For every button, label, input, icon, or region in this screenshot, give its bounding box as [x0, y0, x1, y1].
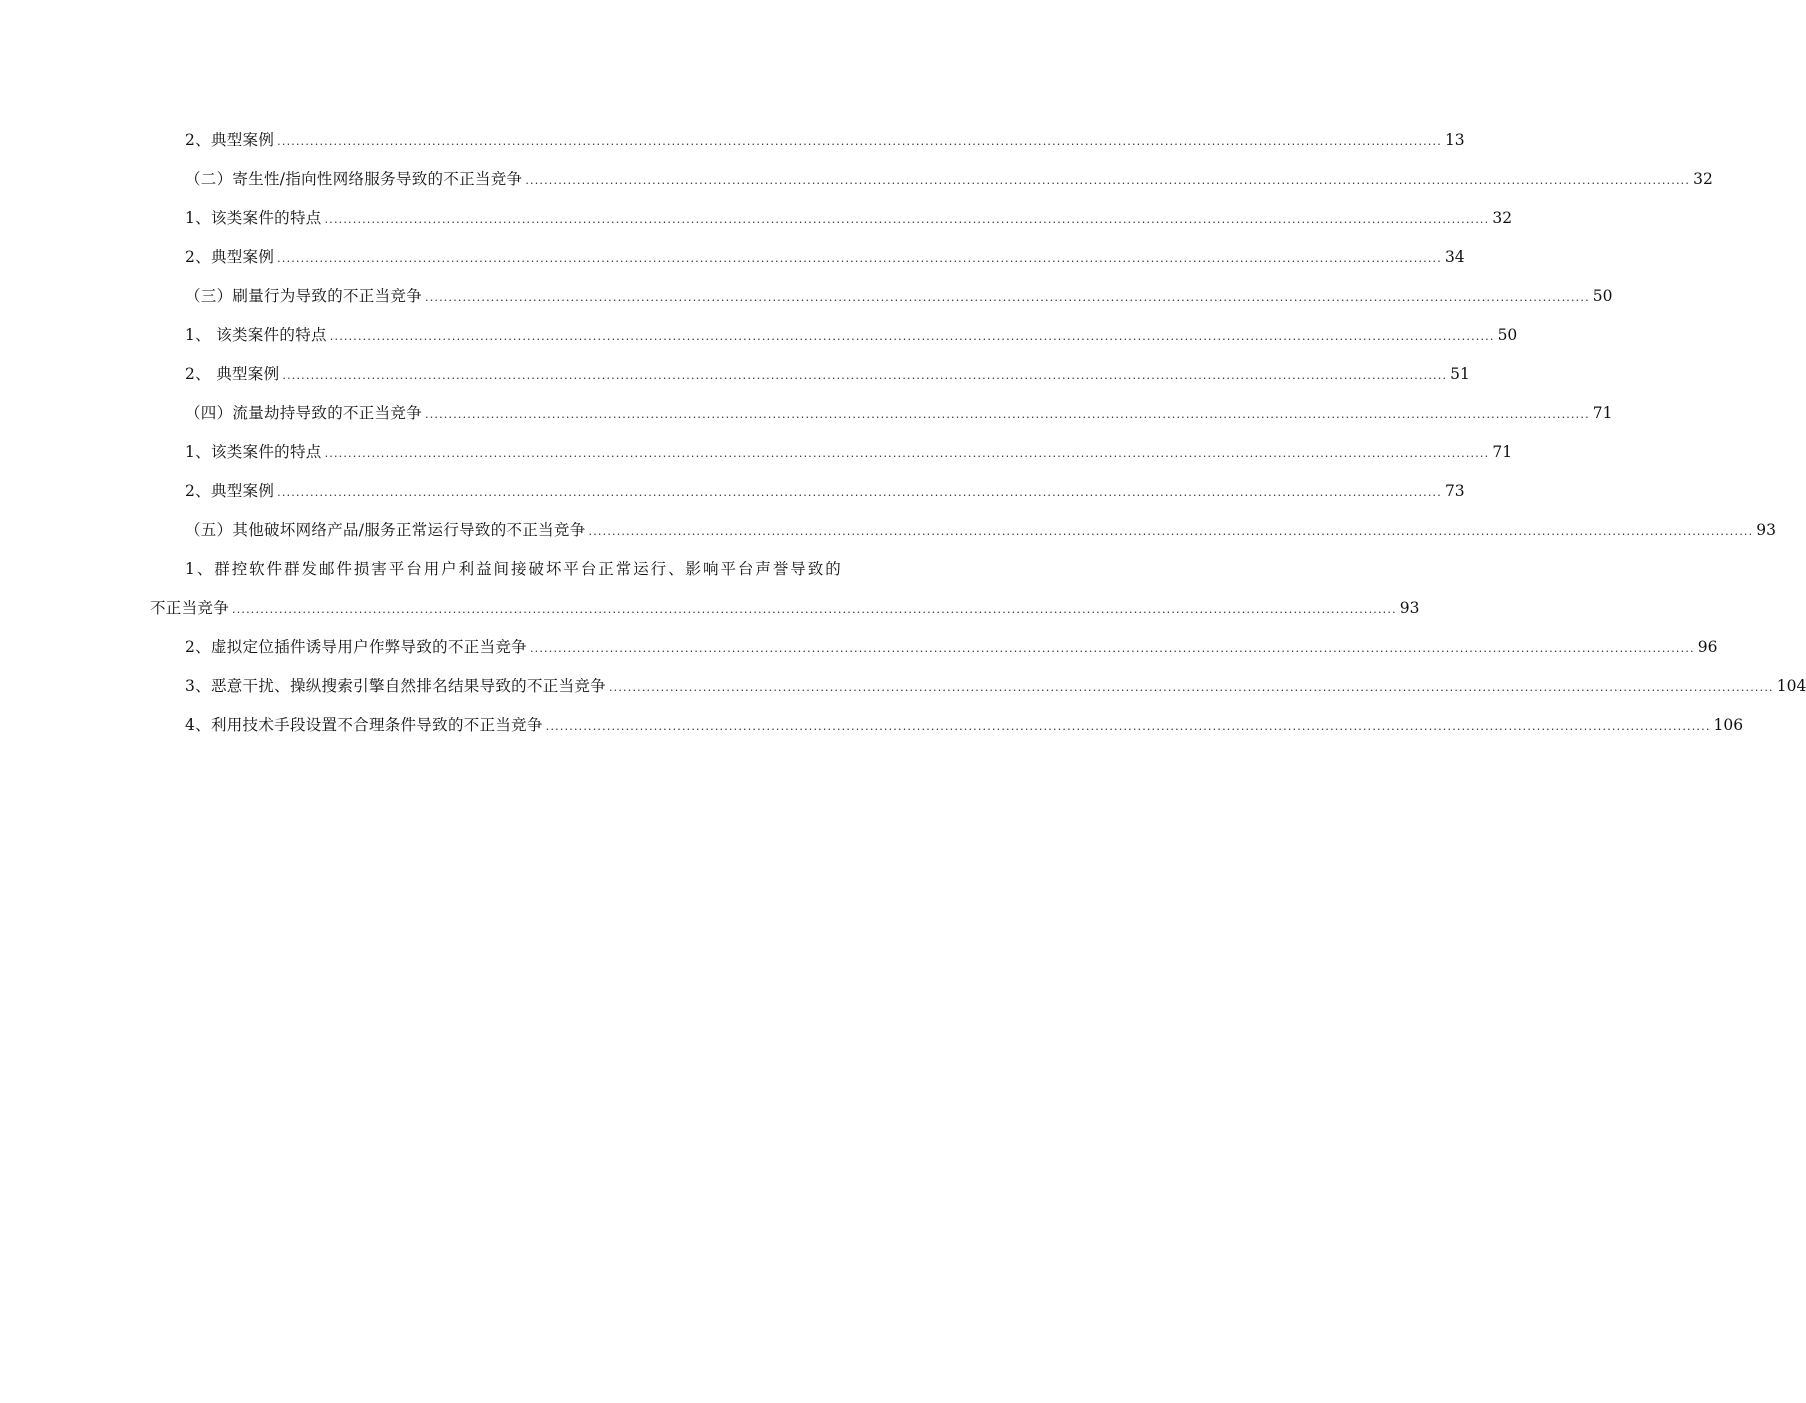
toc-entry[interactable]	[0, 324, 1518, 346]
toc-entry-page: 73	[1444, 482, 1465, 500]
toc-section-entry[interactable]	[0, 285, 1613, 307]
toc-entry[interactable]	[0, 363, 1470, 385]
toc-entry-page: 50	[1592, 287, 1613, 305]
toc-entry-page: 93	[1756, 521, 1777, 539]
toc-entry[interactable]	[0, 246, 1465, 268]
toc-entry-wrapped-line2[interactable]	[0, 597, 1420, 619]
toc-entry[interactable]	[0, 675, 1806, 697]
toc-leader-dots: ........................................................................................................................................................................................................................................................	[545, 720, 1711, 733]
toc-entry-title: 2、典型案例	[185, 131, 275, 149]
toc-entry-page: 71	[1592, 404, 1613, 422]
toc-entry-title: 3、恶意干扰、操纵搜索引擎自然排名结果导致的不正当竞争	[185, 677, 606, 695]
toc-entry[interactable]	[0, 714, 1744, 736]
toc-entry-title: （二）寄生性/指向性网络服务导致的不正当竞争	[185, 170, 523, 188]
toc-entry-wrapped-line1[interactable]	[0, 558, 992, 580]
toc-leader-dots: ........................................................................................................................................................................................................................................................	[324, 447, 1490, 460]
toc-entry-title: （四）流量劫持导致的不正当竞争	[185, 404, 423, 422]
toc-section-entry[interactable]	[0, 519, 1777, 541]
toc-entry-page: 104	[1776, 677, 1806, 695]
toc-leader-dots: ........................................................................................................................................................................................................................................................	[425, 408, 1590, 421]
toc-leader-dots: ........................................................................................................................................................................................................................................................	[277, 252, 1442, 265]
toc-leader-dots: ........................................................................................................................................................................................................................................................	[529, 642, 1695, 655]
toc-entry-page: 71	[1492, 443, 1513, 461]
toc-entry-title-line2: 不正当竞争	[150, 599, 230, 617]
toc-entry-title-line1: 1、群控软件群发邮件损害平台用户利益间接破坏平台正常运行、影响平台声誉导致的	[185, 560, 841, 578]
toc-entry-page: 93	[1399, 599, 1420, 617]
toc-entry-page: 13	[1444, 131, 1465, 149]
toc-entry-page: 51	[1450, 365, 1470, 383]
toc-entry-title: 1、该类案件的特点	[185, 209, 322, 227]
toc-section-entry[interactable]	[0, 402, 1613, 424]
toc-leader-dots: ........................................................................................................................................................................................................................................................	[324, 213, 1490, 226]
toc-leader-dots: ........................................................................................................................................................................................................................................................	[329, 330, 1495, 343]
toc-leader-dots: ........................................................................................................................................................................................................................................................	[282, 369, 1448, 382]
toc-entry[interactable]	[0, 441, 1513, 463]
toc-entry[interactable]	[0, 129, 1465, 151]
toc-entry[interactable]	[0, 207, 1513, 229]
toc-entry-page: 32	[1492, 209, 1513, 227]
toc-entry-title: （三）刷量行为导致的不正当竞争	[185, 287, 423, 305]
toc-entry[interactable]	[0, 636, 1718, 658]
toc-leader-dots: ........................................................................................................................................................................................................................................................	[525, 174, 1691, 187]
toc-entry-page: 50	[1497, 326, 1518, 344]
toc-entry-page: 34	[1444, 248, 1465, 266]
toc-entry-title: 2、典型案例	[185, 248, 275, 266]
toc-leader-dots: ........................................................................................................................................................................................................................................................	[232, 603, 1397, 616]
toc-section-entry[interactable]	[0, 168, 1713, 190]
toc-entry-page: 96	[1697, 638, 1718, 656]
toc-leader-dots: ........................................................................................................................................................................................................................................................	[277, 486, 1442, 499]
toc-entry-title: 2、 典型案例	[185, 365, 280, 383]
toc-entry-title: 1、该类案件的特点	[185, 443, 322, 461]
toc-leader-dots: ........................................................................................................................................................................................................................................................	[588, 525, 1754, 538]
toc-entry-title: 4、利用技术手段设置不合理条件导致的不正当竞争	[185, 716, 543, 734]
toc-leader-dots: ........................................................................................................................................................................................................................................................	[608, 681, 1774, 694]
toc-entry-title: （五）其他破坏网络产品/服务正常运行导致的不正当竞争	[185, 521, 586, 539]
toc-entry-page: 106	[1713, 716, 1744, 734]
toc-leader-dots: ........................................................................................................................................................................................................................................................	[425, 291, 1590, 304]
toc-leader-dots: ........................................................................................................................................................................................................................................................	[277, 135, 1442, 148]
toc-entry-title: 2、虚拟定位插件诱导用户作弊导致的不正当竞争	[185, 638, 527, 656]
toc-entry[interactable]	[0, 480, 1465, 502]
toc-entry-title: 2、典型案例	[185, 482, 275, 500]
toc-entry-page: 32	[1693, 170, 1713, 188]
toc-entry-title: 1、 该类案件的特点	[185, 326, 327, 344]
